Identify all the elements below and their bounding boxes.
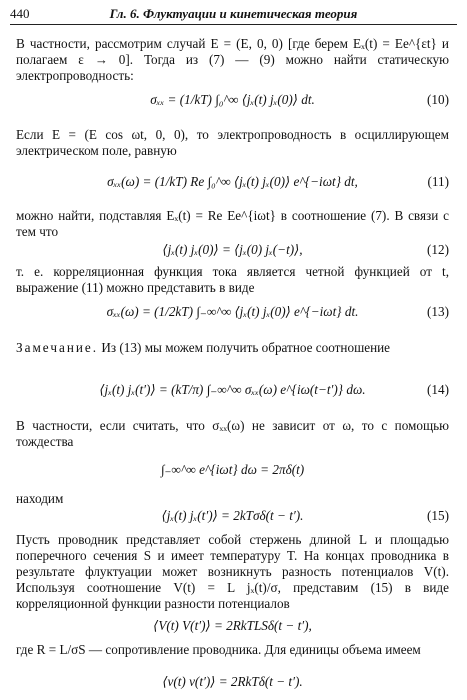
paragraph-6: В частности, если считать, что σₓₓ(ω) не зависит от ω, то с помощью тождества [16,418,449,449]
paragraph-5 [16,340,449,356]
paragraph-8: Пусть проводник представляет собой стержень длиной L и площадью поперечного сечения S и имеет температуру T. На концах проводника в результате флуктуации может возникнуть разность потенциалов V(t). Используя соотношение V(t) = L jₓ(t)/σ, представим (15) в виде корреляционной функции разности потенциалов [16,532,449,611]
paragraph-9: где R = L/σS — сопротивление проводника. Для единицы объема имеем [16,642,421,657]
equation-13-number: (13) [427,304,449,319]
equation-11 [16,168,449,198]
page-number: 440 [10,6,30,21]
running-title: Гл. 6. Флуктуации и кинетическая теория [109,6,358,21]
equation-10-body: σₓₓ = (1/kT) ∫₀^∞ ⟨jₓ(t) jₓ(0)⟩ dt. [150,92,315,107]
equation-15-body: ⟨jₓ(t) jₓ(t′)⟩ = 2kTσδ(t − t′). [161,508,304,523]
page-header [10,6,457,24]
equation-identity-body: ∫₋∞^∞ e^{iωt} dω = 2πδ(t) [160,462,305,477]
equation-15 [16,502,449,532]
equation-identity [16,456,449,486]
paragraph-4: т. е. корреляционная функция тока является четной функцией от t, выражение (11) можно представить в виде [16,264,449,295]
paragraph-2: Если E = (E cos ωt, 0, 0), то электропроводность в осциллирующем электрическом поле, равную [16,127,449,158]
equation-12-body: ⟨jₓ(t) jₓ(0)⟩ = ⟨jₓ(0) jₓ(−t)⟩, [162,242,303,257]
equation-16-body: ⟨V(t) V(t′)⟩ = 2RkTLSδ(t − t′), [153,618,312,633]
remark-text: Из (13) мы можем получить обратное соотношение [101,340,391,355]
equation-11-body: σₓₓ(ω) = (1/kT) Re ∫₀^∞ ⟨jₓ(t) jₓ(0)⟩ e^{−iωt} dt, [107,174,358,189]
paragraph-3: можно найти, подставляя Eₓ(t) = Re Ee^{iωt} в соотношение (7). В связи с тем что [16,208,449,239]
paragraph-7: находим [16,491,64,506]
equation-17-body: ⟨v(t) v(t′)⟩ = 2RkTδ(t − t′). [162,674,303,689]
equation-14-number: (14) [427,382,449,397]
equation-10 [16,86,449,116]
equation-15-number: (15) [427,508,449,523]
equation-17 [16,668,449,698]
equation-10-number: (10) [427,92,449,107]
equation-14 [16,376,449,406]
paragraph-1: В частности, рассмотрим случай E = (E, 0, 0) [где берем Eₓ(t) = Ee^{εt} и полагаем ε → 0]. Тогда из (7) — (9) можно найти статическую электропроводность: [16,36,449,83]
header-rule [10,24,457,25]
equation-12-number: (12) [427,242,449,257]
equation-12 [16,236,449,266]
equation-13-body: σₓₓ(ω) = (1/2kT) ∫₋∞^∞ ⟨jₓ(t) jₓ(0)⟩ e^{−iωt} dt. [106,304,359,319]
equation-14-body: ⟨jₓ(t) jₓ(t′)⟩ = (kT/π) ∫₋∞^∞ σₓₓ(ω) e^{iω(t−t′)} dω. [99,382,366,397]
remark-label: Замечание. [16,340,99,355]
equation-11-number: (11) [427,174,449,189]
equation-13 [16,298,449,328]
equation-16 [16,612,449,642]
